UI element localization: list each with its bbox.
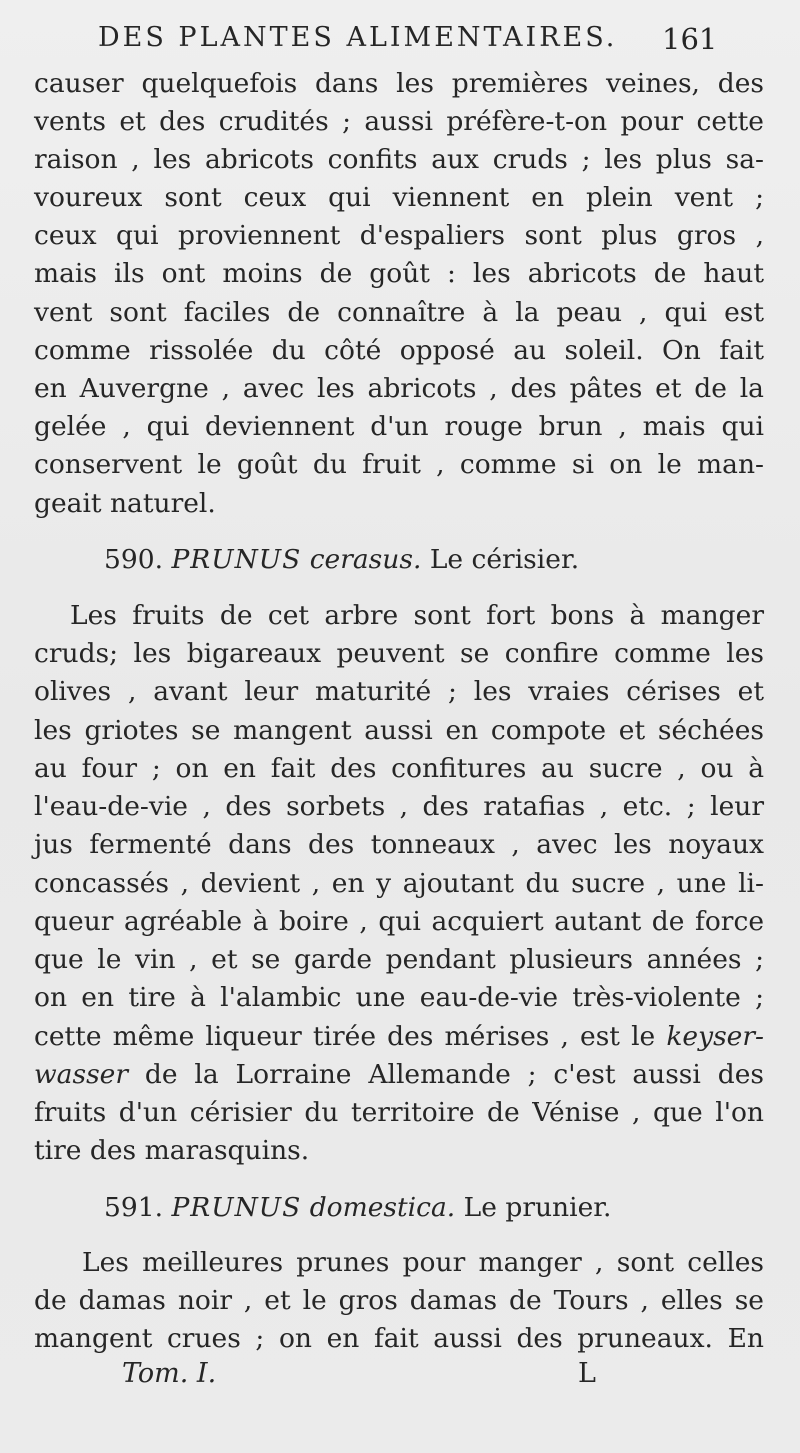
text-line: cruds; les bigareaux peuvent se confire comme les	[34, 638, 764, 669]
text-line: fruits d'un cérisier du territoire de Vénise , que l'on	[34, 1097, 764, 1128]
text-line: les griotes se mangent aussi en compote et séchées	[34, 715, 764, 746]
text-line: mais ils ont moins de goût : les abricots de haut	[34, 258, 764, 289]
text-line: conservent le goût du fruit , comme si on le man-	[34, 449, 764, 480]
text-line: en Auvergne , avec les abricots , des pâtes et de la	[34, 373, 764, 404]
text-line: l'eau-de-vie , des sorbets , des ratafias , etc. ; leur	[34, 791, 764, 822]
text-line: jus fermenté dans des tonneaux , avec les noyaux	[34, 829, 764, 860]
text-line: ceux qui proviennent d'espaliers sont plus gros ,	[34, 220, 764, 251]
text-line: Les meilleures prunes pour manger , sont celles	[82, 1247, 764, 1278]
text-line: au four ; on en fait des confitures au sucre , ou à	[34, 753, 764, 784]
entry-species: domestica.	[309, 1192, 456, 1223]
entry-genus: PRUNUS	[171, 544, 302, 575]
text-line: geait naturel.	[34, 488, 216, 519]
text-line: olives , avant leur maturité ; les vraies cérises et	[34, 676, 764, 707]
entry-number: 590.	[104, 544, 164, 575]
text-run: de la Lorraine Allemande ; c'est aussi des	[144, 1059, 764, 1090]
entry-heading-590	[104, 540, 579, 580]
text-line: comme rissolée du côté opposé au soleil. On fait	[34, 335, 764, 366]
text-line: causer quelquefois dans les premières veines, des	[34, 68, 764, 99]
italic-term: wasser	[34, 1059, 129, 1090]
text-line: mangent crues ; on en fait aussi des pruneaux. En	[34, 1323, 764, 1354]
entry-common-name: Le prunier.	[463, 1192, 612, 1223]
text-line: voureux sont ceux qui viennent en plein vent ;	[34, 182, 764, 213]
text-line: raison , les abricots confits aux cruds ; les plus sa-	[34, 144, 764, 175]
text-line: on en tire à l'alambic une eau-de-vie très-violente ;	[34, 982, 764, 1013]
text-line: que le vin , et se garde pendant plusieurs années ;	[34, 944, 764, 975]
page-number: 161	[662, 22, 718, 56]
text-line: concassés , devient , en y ajoutant du sucre , une li-	[34, 868, 764, 899]
entry-common-name: Le cérisier.	[429, 544, 580, 575]
text-line: queur agréable à boire , qui acquiert autant de force	[34, 906, 764, 937]
entry-species: cerasus.	[309, 544, 422, 575]
text-line: de damas noir , et le gros damas de Tours , elles se	[34, 1285, 764, 1316]
text-line: tire des marasquins.	[34, 1135, 310, 1166]
entry-number: 591.	[104, 1192, 164, 1223]
entry-heading-591	[104, 1188, 611, 1228]
italic-term: keyser-	[666, 1021, 764, 1052]
text-line: gelée , qui deviennent d'un rouge brun , mais qui	[34, 411, 764, 442]
text-line	[34, 1017, 764, 1057]
text-run: cette même liqueur tirée des mérises , est le	[34, 1021, 656, 1052]
entry-genus: PRUNUS	[171, 1192, 302, 1223]
volume-mark: Tom. I.	[122, 1358, 217, 1389]
text-line: Les fruits de cet arbre sont fort bons à manger	[70, 600, 764, 631]
text-line: vent sont faciles de connaître à la peau , qui est	[34, 297, 764, 328]
text-line	[34, 1055, 764, 1095]
text-line: vents et des crudités ; aussi préfère-t-on pour cette	[34, 106, 764, 137]
signature-mark: L	[578, 1358, 596, 1389]
running-head: DES PLANTES ALIMENTAIRES.	[98, 22, 618, 53]
